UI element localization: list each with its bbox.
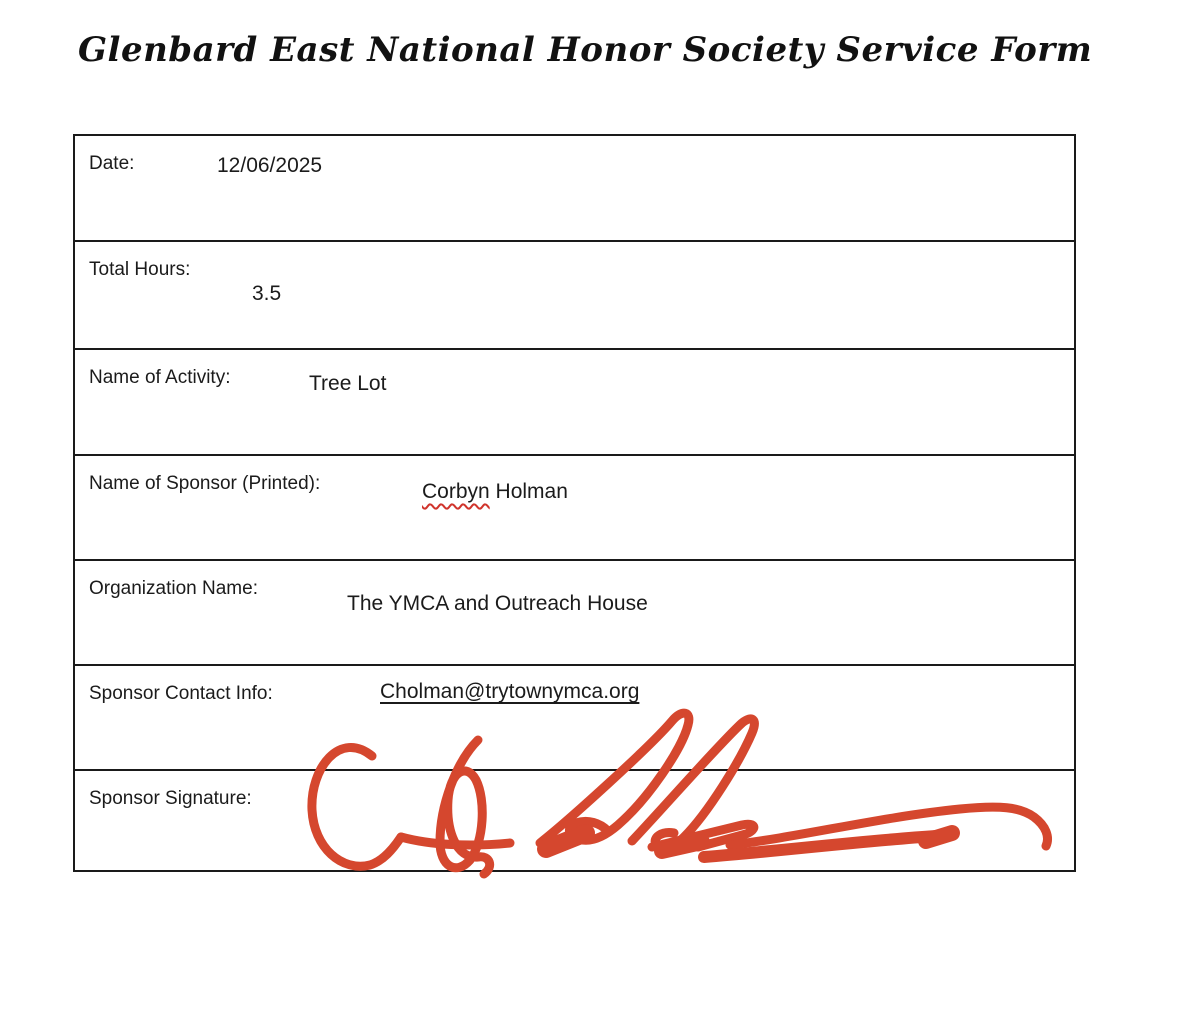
activity-name-label: Name of Activity:	[89, 367, 231, 388]
form-row-organization-name	[75, 559, 1074, 664]
organization-name-label: Organization Name:	[89, 578, 258, 599]
form-row-sponsor-signature[interactable]	[75, 769, 1074, 870]
sponsor-email-link[interactable]: Cholman@trytownymca.org	[380, 680, 640, 703]
page-title: Glenbard East National Honor Society Service Form	[78, 30, 1093, 70]
date-field[interactable]: 12/06/2025	[217, 154, 323, 177]
activity-name-field[interactable]: Tree Lot	[309, 372, 387, 395]
form-row-date	[75, 136, 1074, 240]
total-hours-label: Total Hours:	[89, 259, 191, 280]
form-row-total-hours	[75, 240, 1074, 348]
sponsor-surname-text: Holman	[489, 480, 568, 503]
date-label: Date:	[89, 153, 135, 174]
service-form-table	[73, 134, 1076, 872]
sponsor-printed-name-label: Name of Sponsor (Printed):	[89, 473, 321, 494]
sponsor-signature-label: Sponsor Signature:	[89, 788, 252, 809]
form-row-activity-name	[75, 348, 1074, 454]
form-row-sponsor-printed-name	[75, 454, 1074, 559]
sponsor-contact-label: Sponsor Contact Info:	[89, 683, 273, 704]
sponsor-printed-name-field[interactable]	[422, 480, 568, 504]
form-row-sponsor-contact	[75, 664, 1074, 769]
total-hours-field[interactable]: 3.5	[252, 282, 282, 305]
spellcheck-flagged-word: Corbyn	[422, 480, 490, 503]
organization-name-field[interactable]: The YMCA and Outreach House	[347, 592, 648, 615]
